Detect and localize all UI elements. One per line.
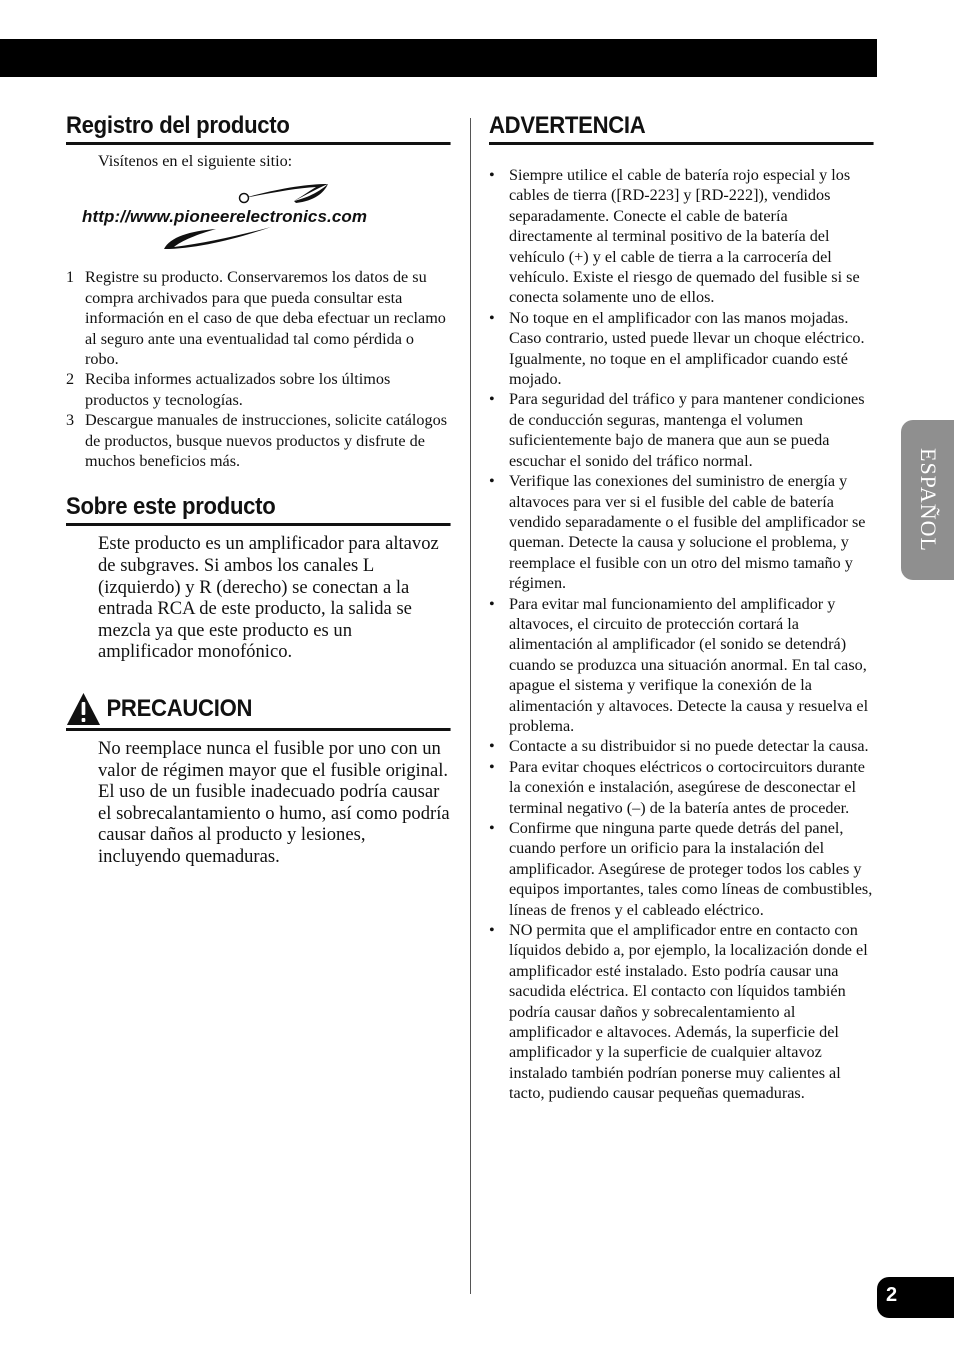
language-tab-label: ESPAÑOL [915,448,941,552]
registro-list [66,267,451,471]
pioneer-url-logo[interactable] [66,179,451,259]
sobre-heading: Sobre este producto [66,493,451,526]
list-item: • No toque en el amplificador con las manos mojadas. Caso contrario, usted puede llevar un choque eléctrico. Igualmente, no toque en el amplificador cuando esté mojado. [489,308,874,390]
list-item: • Para evitar choques eléctricos o cortocircuitors durante la conexión e instalación, asegúrese de desconectar el terminal negativo (–) de la batería antes de proceder. [489,757,874,818]
column-divider [470,118,471,1294]
list-item: 1 Registre su producto. Conservaremos los datos de su compra archivados para que pueda consultar esta información en el caso de que deba efectuar un reclamo al seguro ante una eventualidad tal como pérdida o robo. [66,268,446,369]
page-number-box [877,1277,954,1318]
list-item: • Contacte a su distribuidor si no puede detectar la causa. [489,736,874,756]
warning-icon [66,692,101,726]
list-item: • Para evitar mal funcionamiento del amplificador y altavoces, el circuito de protección cortará la alimentación al amplificador (el sonido se detendrá) cuando se produzca una situación anormal. En tal caso, apague el sistema y verifique la conexión de la alimentación y altavoces. Detecte la causa y resuelva el problema. [489,594,874,737]
list-item: • Confirme que ninguna parte quede detrás del panel, cuando perfore un orificio para la instalación del amplificador. Asegúrese de proteger todos los cables y equipos importantes, tales como líneas de combustibles, líneas de frenos y el cableado eléctrico. [489,818,874,920]
page-number: 2 [886,1284,898,1306]
precaucion-title: PRECAUCION [106,695,253,723]
header-bar [0,39,877,77]
list-item: • NO permita que el amplificador entre en contacto con líquidos debido a, por ejemplo, la localización donde el amplificador esté instalado. Esto podría causar una sacudida eléctrica. El contacto con líquidos también podría causar daños y sobrecalentamiento al amplificador e altavoces. Además, la superficie del amplificador y la superficie de cualquier altavoz instalado también podrían ponerse muy calientes al tacto, pudiendo causar pequeñas quemaduras. [489,920,874,1104]
website-url[interactable]: http://www.pioneerelectronics.com [82,207,368,227]
left-column [66,112,451,868]
list-item: • Verifique las conexiones del suministro de energía y altavoces para ver si el fusible del cable de batería vendido separadamente o el fusible del amplificador se queman. Detecte la causa y solucione el problema, y reemplace el fusible con un otro del mismo tamaño y régimen. [489,471,874,593]
list-item: 2 Reciba informes actualizados sobre los últimos productos y tecnologías. [66,370,391,409]
list-item: • Siempre utilice el cable de batería rojo especial y los cables de tierra ([RD-223] y [RD-222]), vendidos separadamente. Conecte el cable de batería directamente al terminal positivo de la batería del vehículo (+) y el cable de tierra a la carrocería del vehículo. Existe el riesgo de quemado del fusible si se conecta solamente uno de ellos. [489,165,874,308]
precaucion-text: No reemplace nunca el fusible por uno con un valor de régimen mayor que el fusible original. El uso de un fusible inadecuado podría causar el sobrecalantamiento o humo, así como podría causar daños al producto y lesiones, incluyendo quemaduras. [98,738,450,867]
registro-heading: Registro del producto [66,112,451,145]
advertencia-heading: ADVERTENCIA [489,112,874,145]
sobre-text: Este producto es un amplificador para altavoz de subgraves. Si ambos los canales L (izquierdo) y R (derecho) se conectan a la entrada RCA de este producto, la salida se mezcla ya que este producto es un amplificador monofónico. [98,533,439,663]
precaucion-heading [66,692,451,731]
language-tab[interactable] [901,420,954,580]
list-item: 3 Descargue manuales de instrucciones, solicite catálogos de productos, busque nuevos productos y disfrute de muchos beneficios más. [66,411,447,471]
visit-text: Visítenos en el siguiente sitio: [98,152,293,170]
advertencia-list [489,165,874,1104]
list-item: • Para seguridad del tráfico y para mantener condiciones de conducción seguras, mantenga el volumen suficientemente bajo de manera que aun se pueda escuchar el sonido del tráfico normal. [489,389,874,471]
right-column [489,112,874,1104]
